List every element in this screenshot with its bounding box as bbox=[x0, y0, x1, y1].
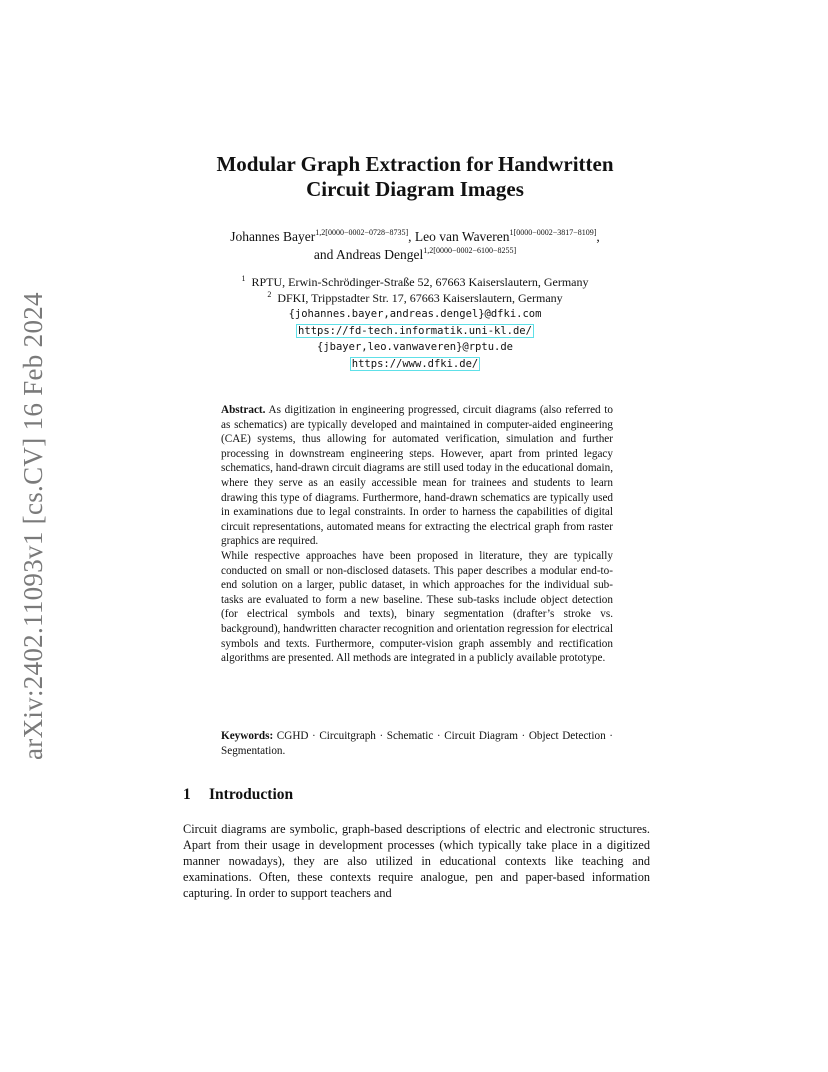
author-name: Johannes Bayer bbox=[230, 229, 316, 244]
affiliation-number: 2 bbox=[267, 290, 272, 299]
section-heading bbox=[183, 786, 293, 804]
url-dfki-link[interactable]: https://www.dfki.de/ bbox=[351, 358, 479, 370]
author-line-2 bbox=[140, 246, 690, 264]
keywords bbox=[221, 729, 613, 758]
author-list bbox=[140, 228, 690, 264]
section-title: Introduction bbox=[209, 786, 294, 803]
author-line-1: Johannes Bayer$^{1,2[0000-0002-0728-8735]}$, Leo van Waveren$^{1[0000-0002-3817-8109]}$, bbox=[230, 228, 600, 244]
abstract bbox=[221, 403, 613, 666]
email-dfki: {johannes.bayer,andreas.dengel}@dfki.com bbox=[288, 308, 542, 320]
arxiv-identifier-stamp: arXiv:2402.11093v1 [cs.CV] 16 Feb 2024 bbox=[18, 292, 48, 760]
author-name: Leo van Waveren bbox=[414, 229, 510, 244]
author-orcid: 1,2[0000−0002−6100−8255] bbox=[423, 246, 517, 255]
email-rptu: {jbayer,leo.vanwaveren}@rptu.de bbox=[317, 341, 513, 353]
url-line-2 bbox=[150, 355, 680, 372]
affiliations bbox=[150, 274, 680, 372]
title-line-1: Modular Graph Extraction for Handwritten bbox=[216, 152, 614, 176]
affiliation-text: RPTU, Erwin-Schrödinger-Straße 52, 67663 Kaiserslautern, Germany bbox=[251, 275, 589, 289]
title-line-2: Circuit Diagram Images bbox=[306, 177, 524, 201]
affiliation-number: 1 bbox=[241, 274, 246, 283]
section-number: 1 bbox=[183, 786, 191, 803]
affiliation-text: DFKI, Trippstadter Str. 17, 67663 Kaiserslautern, Germany bbox=[277, 291, 563, 305]
keywords-text: CGHD · Circuitgraph · Schematic · Circuit Diagram · Object Detection · Segmentation. bbox=[221, 730, 613, 757]
author-orcid: 1[0000−0002−3817−8109] bbox=[509, 228, 597, 237]
abstract-text-1: As digitization in engineering progressed, circuit diagrams (also referred to as schematics) are typically developed and maintained in computer-aided engineering (CAE) systems, thus allowing for automated verification, simulation and further processing in downstream engineering steps. However, apart from printed legacy schematics, hand-drawn circuit diagrams are still used today in the educational domain, where they serve as an easily accessible mean for trainees and students to learn drawing this type of diagrams. Furthermore, hand-drawn schematics are typically used in examinations due to legal constraints. In order to harness the capabilities of digital circuit representations, automated means for extracting the electrical graph from raster graphics are required. bbox=[221, 404, 613, 548]
url-line-1 bbox=[150, 322, 680, 339]
keywords-label: Keywords: bbox=[221, 730, 274, 742]
author-name: and Andreas Dengel bbox=[313, 247, 424, 262]
affiliation-2 bbox=[150, 290, 680, 306]
abstract-paragraph-2: While respective approaches have been proposed in literature, they are typically conducted on small or non-disclosed datasets. This paper describes a modular end-to-end solution on a larger, public dataset, in which approaches for the individual sub-tasks are evaluated to form a new baseline. These sub-tasks include object detection (for electrical symbols and texts), binary segmentation (drafter’s stroke vs. background), handwritten character recognition and orientation regression for electrical symbols and texts. Furthermore, computer-vision graph assembly and rectification algorithms are presented. All methods are integrated in a publicly available prototype. bbox=[221, 549, 613, 665]
abstract-paragraph-1 bbox=[221, 403, 613, 549]
abstract-label: Abstract. bbox=[221, 404, 266, 416]
affiliation-1 bbox=[150, 274, 680, 290]
author-orcid: 1,2[0000−0002−0728−8735] bbox=[315, 228, 409, 237]
paper-title bbox=[150, 152, 680, 202]
introduction-paragraph: Circuit diagrams are symbolic, graph-based descriptions of electric and electronic structures. Apart from their usage in development processes (which typically take place in a digitized manner nowadays), they are also utilized in educational contexts like teaching and examinations. Often, these contexts require analogue, pen and paper-based information capturing. In order to support teachers and bbox=[183, 822, 650, 901]
url-fd-tech-link[interactable]: https://fd-tech.informatik.uni-kl.de/ bbox=[298, 325, 532, 337]
